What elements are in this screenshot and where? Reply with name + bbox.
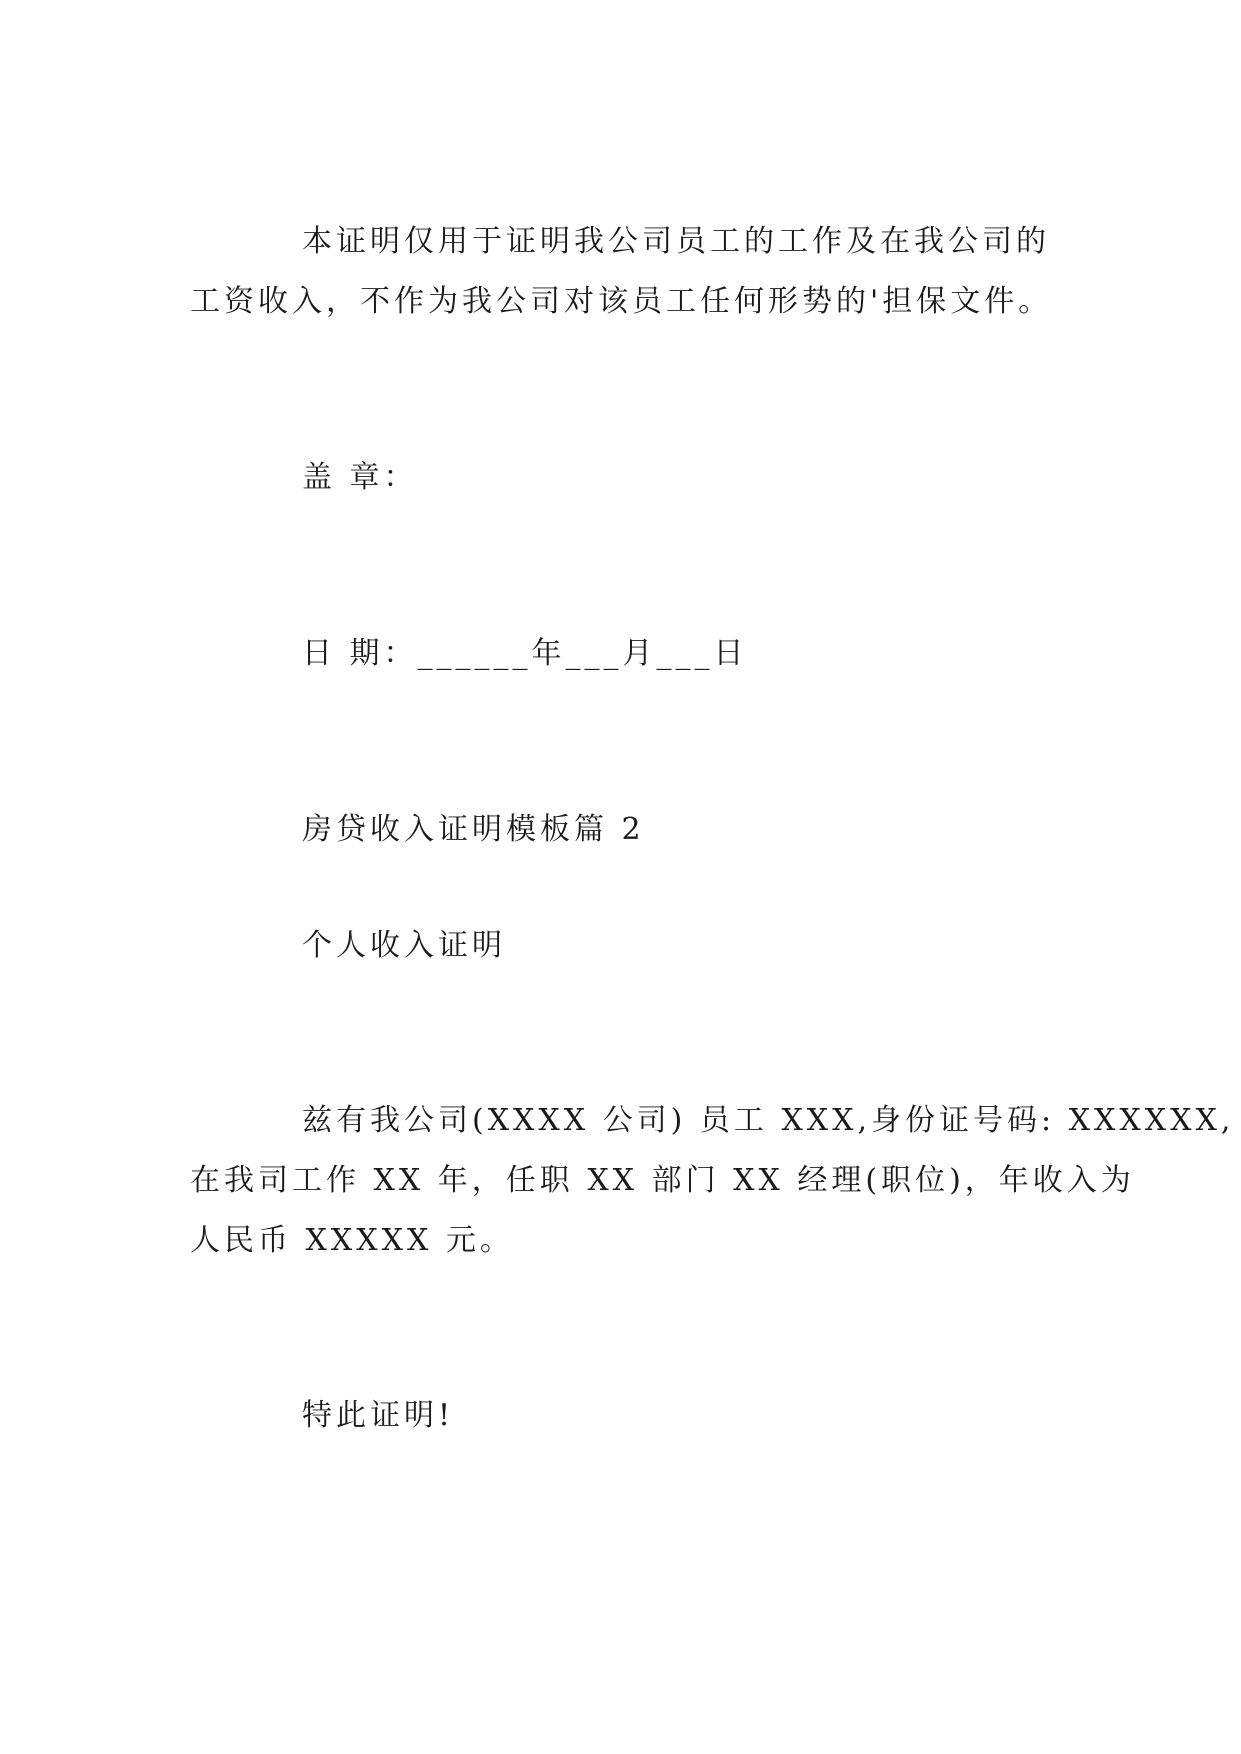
date-line: 日 期：______年___月___日 [302,636,748,671]
section-heading: 房贷收入证明模板篇 2 [302,812,645,847]
para2-line3: 人民币 XXXXX 元。 [190,1223,514,1258]
seal-label: 盖 章： [302,460,418,495]
para1-line1: 本证明仅用于证明我公司员工的工作及在我公司的 [302,224,1050,259]
para1-line2: 工资收入，不作为我公司对该员工任何形势的'担保文件。 [190,284,1053,319]
para2-line1: 兹有我公司(XXXX 公司) 员工 XXX,身份证号码: XXXXXX, [302,1103,1235,1138]
closing-statement: 特此证明! [302,1398,455,1433]
document-title: 个人收入证明 [302,928,506,963]
para2-line2: 在我司工作 XX 年，任职 XX 部门 XX 经理(职位)，年收入为 [190,1163,1135,1198]
